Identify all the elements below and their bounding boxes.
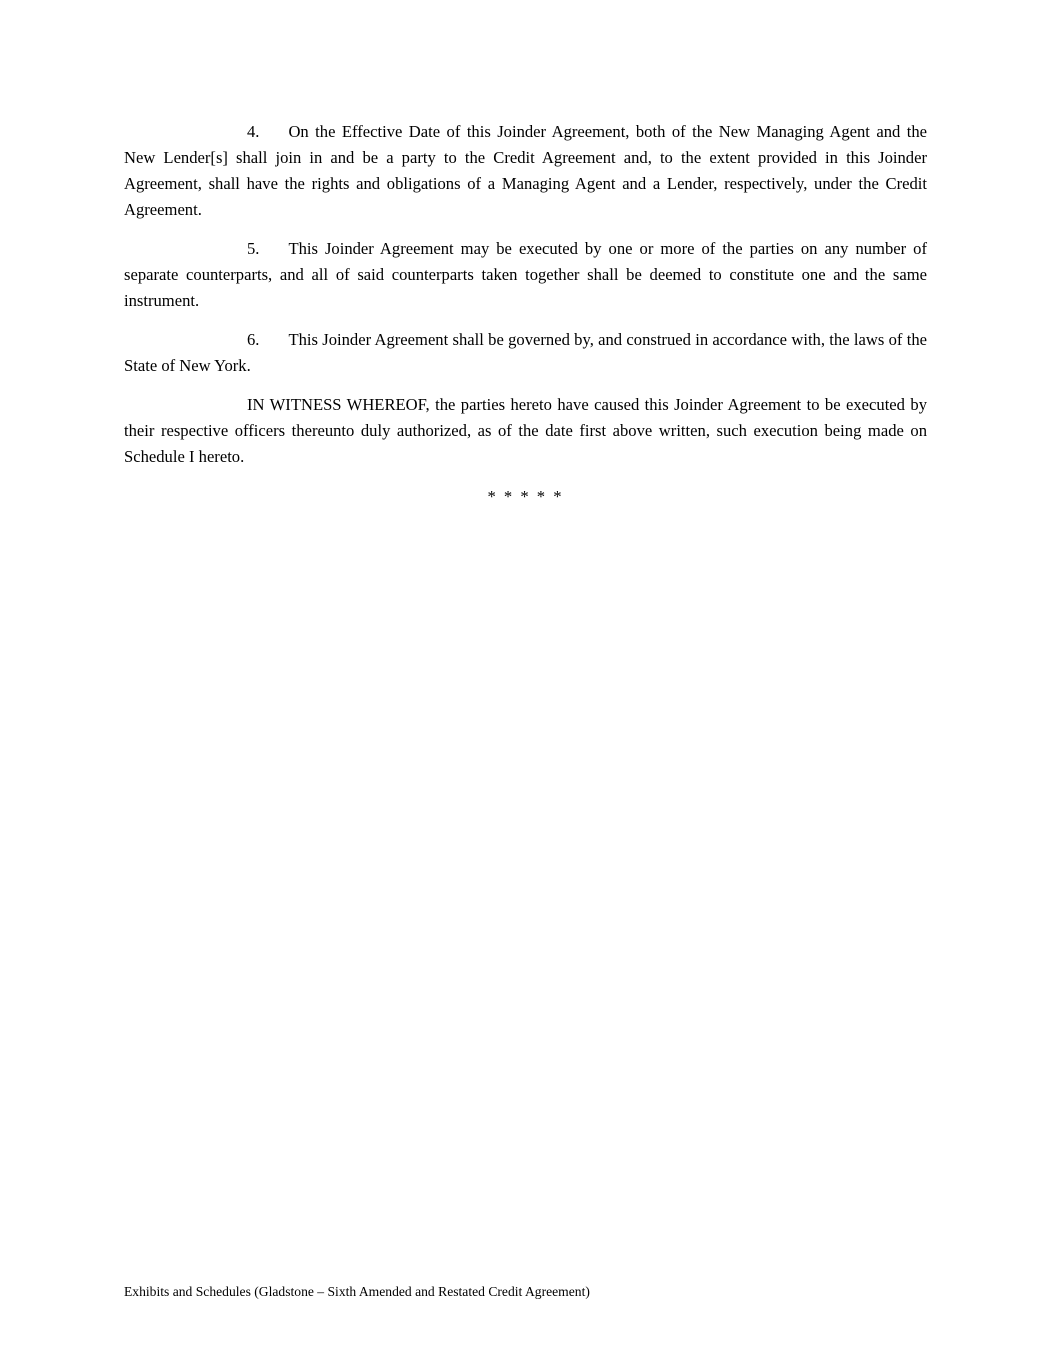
paragraph-5-number: 5. <box>247 239 260 258</box>
closing-paragraph <box>124 392 927 470</box>
paragraph-4-number: 4. <box>247 122 260 141</box>
paragraph-6 <box>124 327 927 379</box>
paragraph-5-text: This Joinder Agreement may be executed by one or more of the parties on any number of separate counterparts, and all of said counterparts taken together shall be deemed to constitute one and the same instrument. <box>124 239 927 310</box>
paragraph-6-number: 6. <box>247 330 260 349</box>
footer-text: Exhibits and Schedules (Gladstone – Sixth Amended and Restated Credit Agreement) <box>124 1284 590 1299</box>
paragraph-4-text: On the Effective Date of this Joinder Agreement, both of the New Managing Agent and the New Lender[s] shall join in and be a party to the Credit Agreement and, to the extent provided in this Joinder Agreement, shall have the rights and obligations of a Managing Agent and a Lender, respectively, under the Credit Agreement. <box>124 122 927 219</box>
closing-paragraph-text: IN WITNESS WHEREOF, the parties hereto have caused this Joinder Agreement to be executed by their respective officers thereunto duly authorized, as of the date first above written, such execution being made on Schedule I hereto. <box>124 395 927 466</box>
asterisk-separator: * * * * * <box>487 487 564 506</box>
paragraph-6-text: This Joinder Agreement shall be governed by, and construed in accordance with, the laws of the State of New York. <box>124 330 927 375</box>
document-body <box>124 119 927 510</box>
paragraph-4 <box>124 119 927 223</box>
paragraph-5 <box>124 236 927 314</box>
